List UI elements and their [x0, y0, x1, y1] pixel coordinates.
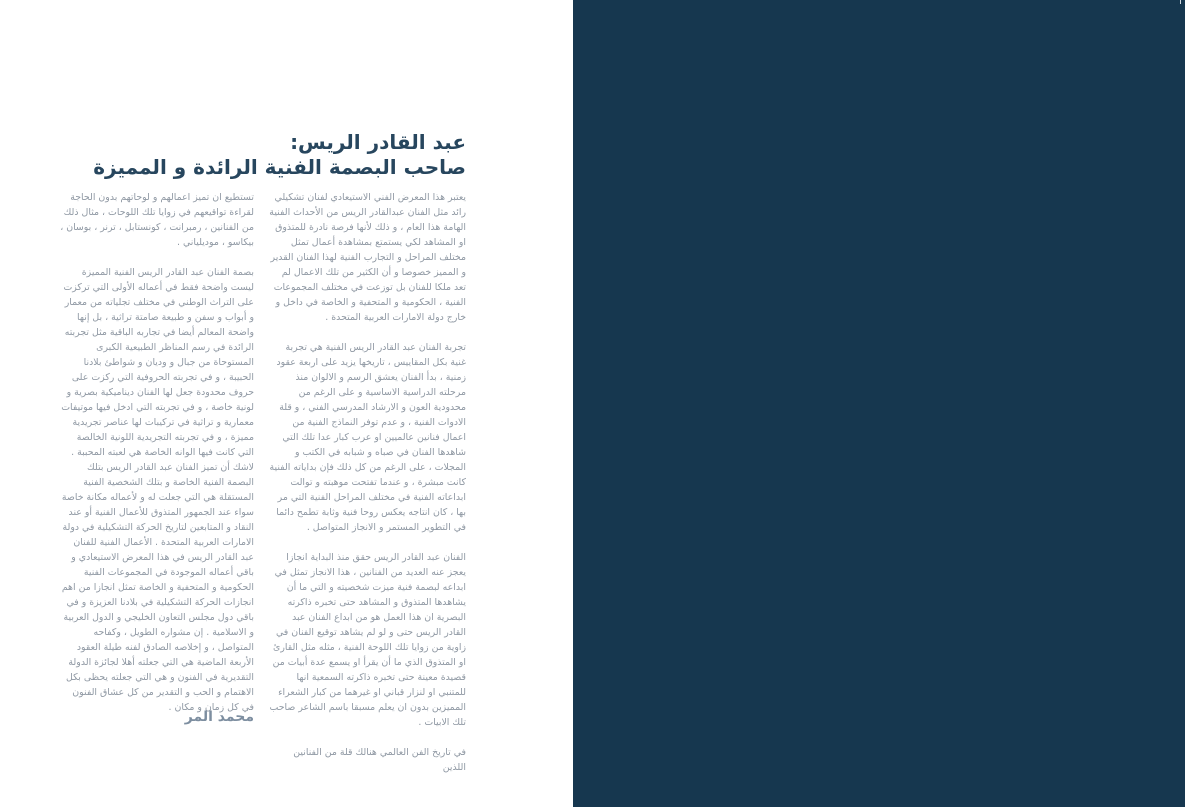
- title-line-2: صاحب البصمة الفنية الرائدة و المميزة: [93, 155, 466, 179]
- paragraph: بصمة الفنان عبد القادر الريس الفنية المميزة ليست واضحة فقط في أعماله الأولى التي تركزت على التراث الوطني في مختلف تجلياته من معمار و أبواب و سفن و طبيعة صامتة تراثية ، بل إنها واضحة المعالم أيضا في تجاربه الباقية مثل تجربته الرائدة في رسم المناظر الطبيعية الكبرى المستوحاة من جبال و وديان و شواطئ بلادنا الحبيبة ، و في تجربته الحروفية التي ركزت على حروف محدودة جعل لها الفنان ديناميكية بصرية و لونية خاصة ، و في تجربته التي ادخل فيها موتيفات معمارية و تراثية في تركيبات لها عناصر تجريدية مميزة ، و في تجربته التجريدية اللونية الخالصة التي كانت فيها الوانه الخاصة هي لعبته المحببة . لاشك أن تميز الفنان عبد القادر الريس بتلك البصمة الفنية الخاصة و بتلك الشخصية الفنية المستقلة هي التي جعلت له و لأعماله مكانة خاصة سواء عند الجمهور المتذوق للأعمال الفنية أو عند النقاد و المتابعين لتاريخ الحركة التشكيلية في دولة الامارات العربية المتحدة . الأعمال الفنية للفنان عبد القادر الريس في هذا المعرض الاستيعادي و باقي أعماله الموجودة في المجموعات الفنية الحكومية و المتحفية و الخاصة تمثل انجازا من اهم انجازات الحركة التشكيلية في بلادنا العزيزة و في باقي دول مجلس التعاون الخليجي و الدول العربية و الاسلامية . إن مشواره الطويل ، وكفاحه المتواصل ، و إخلاصه الصادق لفنه طيلة العقود الأربعة الماضية هي التي جعلته أهلا لجائزة الدولة التقديرية في الفنون و هي التي جعلته يحظى بكل الاهتمام و الحب و التقدير من كل عشاق الفنون في كل زمان و مكان .: [61, 267, 254, 713]
- paragraph: يعتبر هذا المعرض الفني الاستيعادي لفنان تشكيلي رائد مثل الفنان عبدالقادر الريس من الأحداث الفنية الهامة هذا العام ، و ذلك لأنها فرصة نادرة للمتذوق او المشاهد لكي يستمتع بمشاهدة أعمال تمثل مختلف المراحل و التجارب الفنية لهذا الفنان القدير و المميز خصوصا و أن الكثير من تلك الاعمال لم تعد ملكا للفنان بل توزعت في مختلف المجموعات الفنية ، الحكومية و المتحفية و الخاصة في داخل و خارج دولة الامارات العربية المتحدة .: [269, 192, 466, 323]
- paragraph: في تاريخ الفن العالمي هنالك قلة من الفنانين اللذين: [293, 747, 466, 773]
- right-page: [573, 0, 1185, 807]
- paragraph: تجربة الفنان عبد القادر الريس الفنية هي تجربة غنية بكل المقاييس ، تاريخها يزيد على اربعة عقود زمنية ، بدأ الفنان يعشق الرسم و الالوان منذ مرحلته الدراسية الاساسية و على الرغم من محدودية العون و الارشاد المدرسي الفني ، و قلة الادوات الفنية ، و عدم توفر النماذج الفنية من اعمال فنانين عالميين او عرب كبار عدا تلك التي شاهدها الفنان في صباه و شبابه في الكتب و المجلات ، على الرغم من كل ذلك فإن بداياته الفنية كانت مبشرة ، و عندما تفتحت موهبته و توالت ابداعاته الفنية في مختلف المراحل الفنية التي مر بها ، كان انتاجه يعكس روحا فنية وثابة تطمح دائما في التطوير المستمر و الانجاز المتواصل .: [269, 342, 466, 533]
- title-line-1: عبد القادر الريس:: [290, 130, 466, 154]
- text-column-right: [268, 190, 466, 790]
- text-column-left: [58, 190, 254, 730]
- paragraph: تستطيع ان تميز اعمالهم و لوحاتهم بدون الحاجة لقراءة تواقيعهم في زوايا تلك اللوحات ، مثال ذلك من الفنانين ، رمبرانت ، كونستابل ، ترنر ، بوسان ، بيكاسو ، موديلياني .: [60, 192, 254, 248]
- left-page: [0, 0, 573, 807]
- corner-mark: [1180, 0, 1181, 4]
- author-signature: محمد المر: [184, 709, 254, 725]
- article-title: [46, 130, 466, 180]
- paragraph: الفنان عبد القادر الريس حقق منذ البداية انجازا يعجز عنه العديد من الفنانين ، هذا الانجاز تمثل في ابداعه لبصمة فنية ميزت شخصيته و التي ما أن يشاهدها المتذوق و المشاهد حتى تخبره ذاكرته البصرية ان هذا العمل هو من ابداع الفنان عبد القادر الريس حتى و لو لم يشاهد توقيع الفنان في زاوية من زوايا تلك اللوحة الفنية ، مثله مثل القارئ او المتذوق الذي ما أن يقرأ او يسمع عدة أبيات من قصيدة معينة حتى تخبره ذاكرته السمعية انها للمتنبي او لنزار قباني او غيرهما من كبار الشعراء المميزين بدون ان يعلم مسبقا باسم الشاعر صاحب تلك الابيات .: [269, 552, 466, 728]
